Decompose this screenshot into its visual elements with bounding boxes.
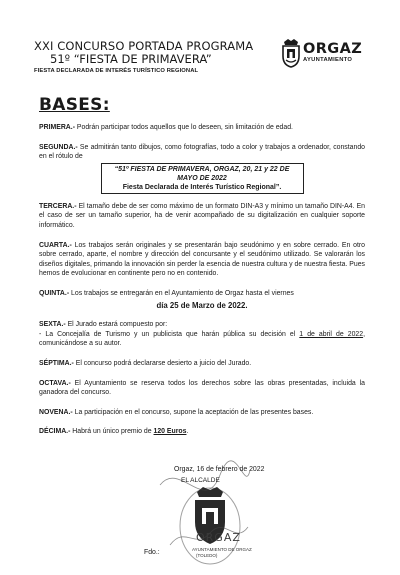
section-label: CUARTA.- <box>39 241 72 249</box>
bases-title: BASES: <box>39 95 110 115</box>
logo-subtitle: AYUNTAMIENTO <box>303 57 353 63</box>
section-text: Podrán participar todos aquellos que lo deseen, sin limitación de edad. <box>74 124 293 131</box>
document-header <box>34 40 284 74</box>
section-segunda <box>39 143 365 162</box>
section-sexta <box>39 320 365 330</box>
section-quinta <box>39 289 365 299</box>
section-label: NOVENA.- <box>39 408 73 416</box>
section-tercera <box>39 202 365 231</box>
signature-date: Orgaz, 16 de febrero de 2022 <box>174 466 265 473</box>
section-text: El Jurado estará compuesto por: <box>65 321 168 329</box>
deadline-date: día 25 de Marzo de 2022. <box>156 300 248 310</box>
stamp-line-1: AYUNTAMIENTO DE ORGAZ <box>192 547 252 552</box>
stamp-line-2: (TOLEDO) <box>196 553 218 558</box>
logo-name: ORGAZ <box>303 41 363 57</box>
signed-by-label: Fdo.: <box>144 549 160 556</box>
section-novena <box>39 408 365 418</box>
section-text: Habrá un único premio de <box>70 428 154 436</box>
section-cuarta <box>39 241 365 279</box>
section-label: SEGUNDA.- <box>39 143 78 151</box>
orgaz-logo <box>281 38 381 72</box>
section-label: OCTAVA.- <box>39 379 71 387</box>
festival-declaration: FIESTA DECLARADA DE INTERÉS TURÍSTICO REGIONAL <box>34 68 199 74</box>
contest-title: XXI CONCURSO PORTADA PROGRAMA <box>34 39 254 53</box>
section-label: SEXTA.- <box>39 321 66 329</box>
stamp-name: ORGAZ <box>196 531 241 544</box>
section-primera <box>39 123 365 133</box>
bases-body <box>39 123 365 437</box>
prize-amount: 120 Euros <box>153 428 187 436</box>
section-text: Se admitirán tanto dibujos, como fotografías, todo a color y trabajos a ordenador, constando en el rótulo de <box>39 143 365 161</box>
section-label: SÉPTIMA.- <box>39 359 74 367</box>
caption-line-1: “51º FIESTA DE PRIMAVERA, ORGAZ, 20, 21 y 22 DE MAYO DE 2022 <box>114 165 290 182</box>
decision-date: 1 de abril de 2022 <box>299 330 364 338</box>
section-label: DÉCIMA.- <box>39 428 71 436</box>
section-text: El tamaño debe de ser como máximo de un formato DIN-A3 y mínimo un tamaño DIN-A4. En el caso de ser un tamaño superior, ha de venir acompañado de su digitalización en cualquier soporte informático. <box>39 202 365 229</box>
section-text: El concurso podrá declararse desierto a juicio del Jurado. <box>73 359 252 367</box>
section-octava <box>39 379 365 398</box>
section-text: El Ayuntamiento se reserva todos los derechos sobre las obras presentadas, incluida la ganadora del concurso. <box>39 379 365 397</box>
festival-title: 51º “FIESTA DE PRIMAVERA” <box>50 52 212 66</box>
section-text: Los trabajos se entregarán en el Ayuntamiento de Orgaz hasta el viernes <box>69 289 294 297</box>
section-label: PRIMERA.- <box>39 124 75 131</box>
required-caption-box <box>101 163 304 194</box>
section-septima <box>39 359 365 369</box>
section-text: Los trabajos serán originales y se presentarán bajo seudónimo y en sobre cerrado. En otro sobre cerrado, aparte, el nombre y dirección del concursante y el seudónimo utilizado. Se valorarán los diseños digitales, primando la innovación sin perder la esencia de nuestra cultura y de nuestra fiesta. Pues hemos de evolucionar en continente pero no en contenido. <box>39 241 365 278</box>
section-label: TERCERA.- <box>39 202 77 210</box>
caption-line-2: Fiesta Declarada de Interés Turístico Regional”. <box>122 183 282 191</box>
jury-detail: - La Concejalía de Turismo y un publicista que harán pública su decisión el 1 de abril de 2022, comunicándose a su autor. <box>39 330 365 348</box>
section-decima: DÉCIMA.- Habrá un único premio de 120 Euros. <box>39 428 189 436</box>
coat-of-arms-icon <box>281 38 301 68</box>
section-label: QUINTA.- <box>39 289 70 297</box>
signer-role: EL ALCALDE <box>181 477 220 484</box>
section-text: La participación en el concurso, supone la aceptación de las presentes bases. <box>72 408 314 416</box>
